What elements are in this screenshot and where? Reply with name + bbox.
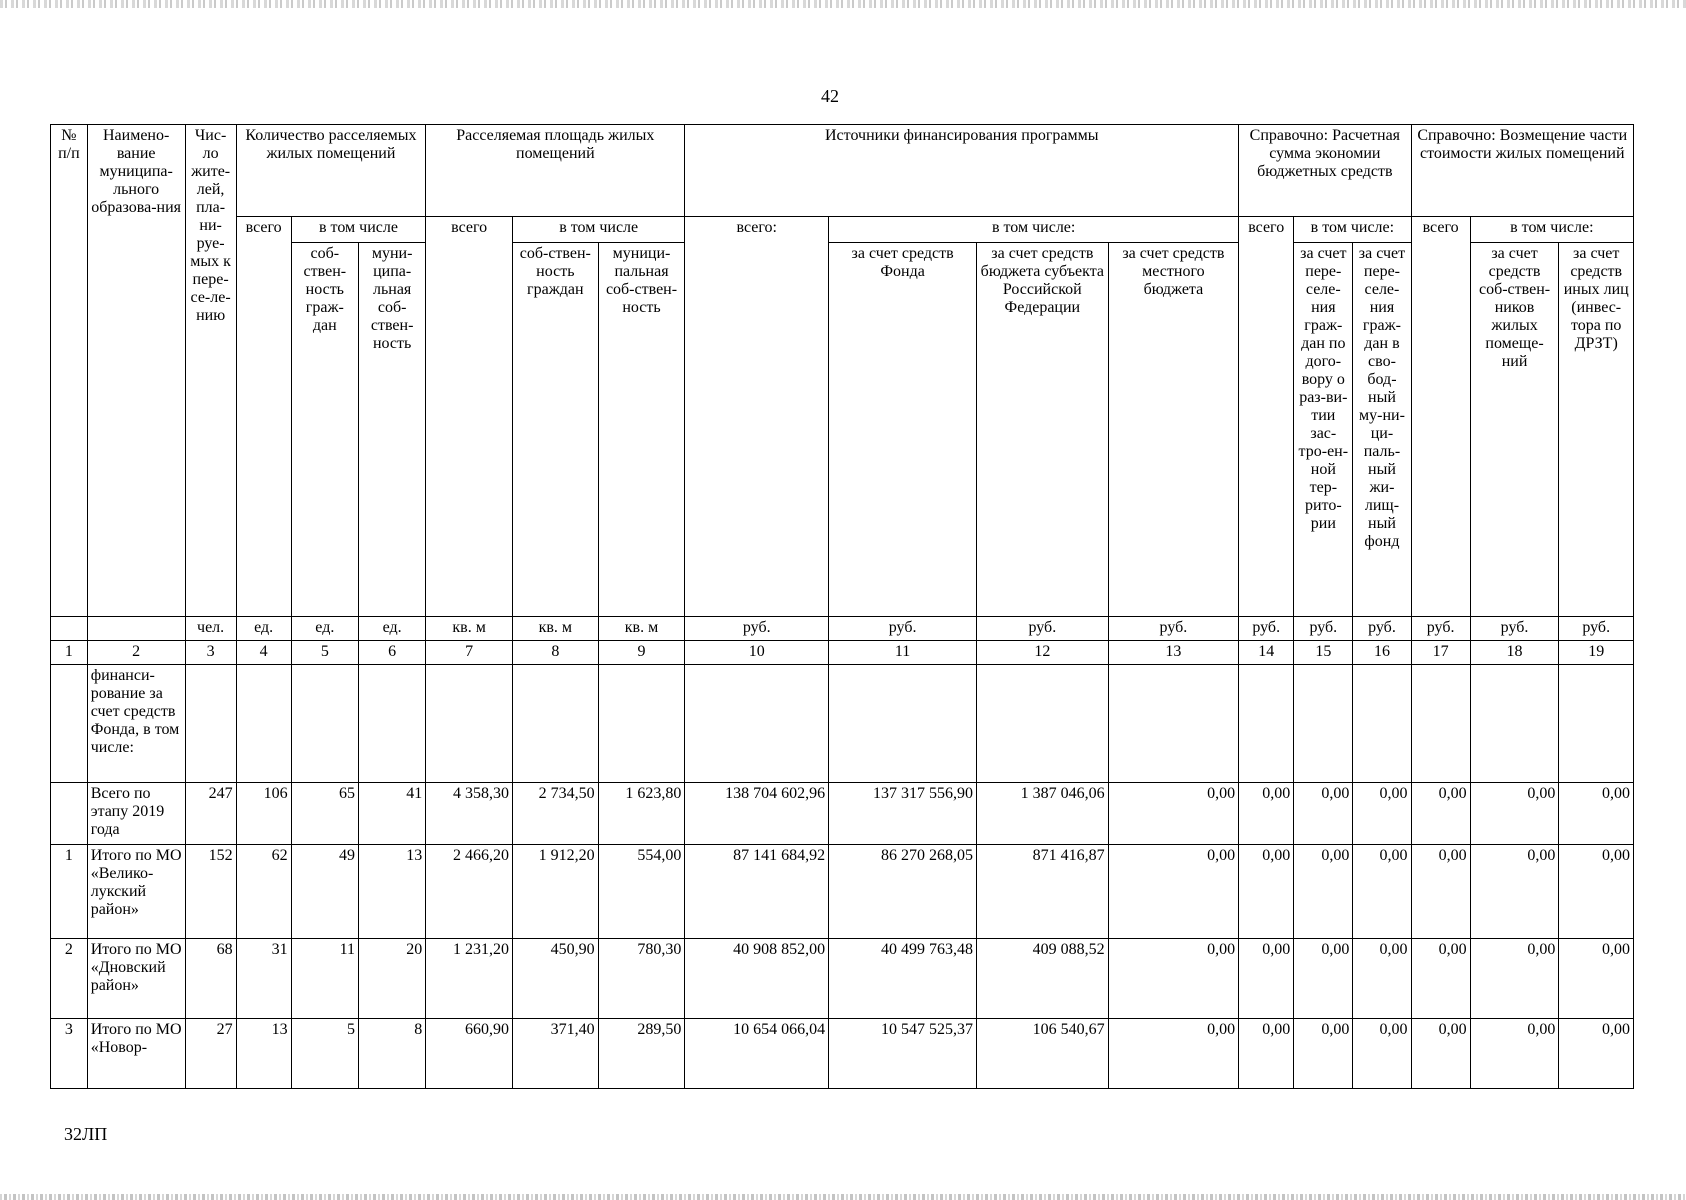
row-value-cell: 0,00	[1470, 939, 1559, 1019]
row-number: 3	[51, 1019, 88, 1089]
unit-cell: ед.	[358, 617, 425, 641]
section-empty-cell	[685, 665, 829, 783]
section-empty-cell	[1108, 665, 1239, 783]
col-number: 19	[1559, 641, 1634, 665]
unit-cell: ед.	[236, 617, 291, 641]
table-row	[51, 783, 1634, 845]
unit-cell: кв. м	[598, 617, 685, 641]
col-number: 15	[1294, 641, 1353, 665]
header-rooms-municipal: муни-ципа-льная соб-ствен-ность	[358, 243, 425, 617]
row-value-cell: 1 387 046,06	[977, 783, 1109, 845]
unit-cell: руб.	[1294, 617, 1353, 641]
table-row	[51, 939, 1634, 1019]
header-local-budget: за счет средств местного бюджета	[1108, 243, 1239, 617]
row-value-cell: 2 466,20	[426, 845, 513, 939]
section-empty-cell	[291, 665, 358, 783]
header-comp-total: всего	[1411, 217, 1470, 617]
row-value-cell: 450,90	[512, 939, 598, 1019]
row-value-cell: 0,00	[1470, 783, 1559, 845]
row-value-cell: 0,00	[1353, 939, 1411, 1019]
unit-cell: руб.	[977, 617, 1109, 641]
row-value-cell: 10 547 525,37	[829, 1019, 977, 1089]
row-value-cell: 0,00	[1239, 845, 1294, 939]
section-label: финанси-рование за счет средств Фонда, в том числе:	[87, 665, 185, 783]
row-value-cell: 0,00	[1239, 1019, 1294, 1089]
row-value-cell: 2 734,50	[512, 783, 598, 845]
unit-cell: кв. м	[426, 617, 513, 641]
row-value-cell: 0,00	[1353, 783, 1411, 845]
row-value-cell: 5	[291, 1019, 358, 1089]
section-empty-cell	[1559, 665, 1634, 783]
header-funding-group: Источники финансирования программы	[685, 125, 1239, 217]
row-value-cell: 0,00	[1470, 845, 1559, 939]
header-residents: Чис-ло жите-лей, пла-ни-руе-мых к пере-се-ле-нию	[185, 125, 236, 617]
table-row	[51, 845, 1634, 939]
row-value-cell: 1 623,80	[598, 783, 685, 845]
col-number: 11	[829, 641, 977, 665]
scan-edge-bottom	[0, 1194, 1686, 1200]
col-number: 1	[51, 641, 88, 665]
row-value-cell: 0,00	[1108, 939, 1239, 1019]
row-value-cell: 0,00	[1108, 783, 1239, 845]
units-row	[51, 617, 1634, 641]
row-value-cell: 0,00	[1559, 939, 1634, 1019]
row-value-cell: 1 912,20	[512, 845, 598, 939]
row-value-cell: 106	[236, 783, 291, 845]
row-value-cell: 31	[236, 939, 291, 1019]
header-ref-economy-group: Справочно: Расчетная сумма экономии бюджетных средств	[1239, 125, 1411, 217]
section-empty-cell	[977, 665, 1109, 783]
row-value-cell: 0,00	[1559, 845, 1634, 939]
row-value-cell: 371,40	[512, 1019, 598, 1089]
section-empty-cell	[1294, 665, 1353, 783]
row-value-cell: 0,00	[1470, 1019, 1559, 1089]
section-empty-cell	[512, 665, 598, 783]
row-value-cell: 0,00	[1411, 1019, 1470, 1089]
row-value-cell: 49	[291, 845, 358, 939]
section-empty-cell	[426, 665, 513, 783]
col-number: 17	[1411, 641, 1470, 665]
header-funding-incl: в том числе:	[829, 217, 1239, 243]
section-empty-cell	[1470, 665, 1559, 783]
row-value-cell: 0,00	[1411, 845, 1470, 939]
row-value-cell: 8	[358, 1019, 425, 1089]
row-value-cell: 40 908 852,00	[685, 939, 829, 1019]
col-number: 4	[236, 641, 291, 665]
row-name: Итого по МО «Велико-лукский район»	[87, 845, 185, 939]
header-area-group: Расселяемая площадь жилых помещений	[426, 125, 685, 217]
row-value-cell: 13	[236, 1019, 291, 1089]
row-value-cell: 0,00	[1239, 939, 1294, 1019]
section-num-empty	[51, 665, 88, 783]
units-cell-empty	[87, 617, 185, 641]
row-value-cell: 10 654 066,04	[685, 1019, 829, 1089]
header-area-total: всего	[426, 217, 513, 617]
unit-cell: руб.	[1353, 617, 1411, 641]
section-empty-cell	[1239, 665, 1294, 783]
row-value-cell: 0,00	[1294, 1019, 1353, 1089]
unit-cell: руб.	[685, 617, 829, 641]
row-value-cell: 0,00	[1411, 939, 1470, 1019]
header-ref-compensation-group: Справочно: Возмещение части стоимости жилых помещений	[1411, 125, 1633, 217]
row-value-cell: 289,50	[598, 1019, 685, 1089]
header-area-municipal: муници-пальная соб-ствен-ность	[598, 243, 685, 617]
header-funding-total: всего:	[685, 217, 829, 617]
row-number	[51, 783, 88, 845]
row-value-cell: 106 540,67	[977, 1019, 1109, 1089]
col-number: 12	[977, 641, 1109, 665]
section-empty-cell	[598, 665, 685, 783]
row-name: Всего по этапу 2019 года	[87, 783, 185, 845]
row-value-cell: 87 141 684,92	[685, 845, 829, 939]
row-value-cell: 68	[185, 939, 236, 1019]
row-value-cell: 20	[358, 939, 425, 1019]
section-empty-cell	[1353, 665, 1411, 783]
row-value-cell: 554,00	[598, 845, 685, 939]
header-rooms-private: соб-ствен-ность граж-дан	[291, 243, 358, 617]
row-value-cell: 27	[185, 1019, 236, 1089]
header-rooms-group: Количество расселяемых жилых помещений	[236, 125, 426, 217]
header-subject-budget: за счет средств бюджета субъекта Российской Федерации	[977, 243, 1109, 617]
col-number: 7	[426, 641, 513, 665]
row-value-cell: 62	[236, 845, 291, 939]
row-value-cell: 4 358,30	[426, 783, 513, 845]
unit-cell: руб.	[829, 617, 977, 641]
header-num: № п/п	[51, 125, 88, 617]
row-value-cell: 660,90	[426, 1019, 513, 1089]
row-value-cell: 152	[185, 845, 236, 939]
col-number: 8	[512, 641, 598, 665]
row-value-cell: 41	[358, 783, 425, 845]
row-value-cell: 0,00	[1294, 939, 1353, 1019]
section-row	[51, 665, 1634, 783]
row-value-cell: 0,00	[1239, 783, 1294, 845]
document-code: 32ЛП	[64, 1124, 108, 1144]
header-rooms-incl: в том числе	[291, 217, 426, 243]
header-comp-incl: в том числе:	[1470, 217, 1633, 243]
row-value-cell: 138 704 602,96	[685, 783, 829, 845]
header-row-1	[51, 125, 1634, 217]
unit-cell: руб.	[1559, 617, 1634, 641]
col-number: 18	[1470, 641, 1559, 665]
col-number: 3	[185, 641, 236, 665]
row-value-cell: 0,00	[1108, 845, 1239, 939]
header-comp-owners: за счет средств соб-ствен-ников жилых помеще-ний	[1470, 243, 1559, 617]
col-number: 16	[1353, 641, 1411, 665]
header-comp-others: за счет средств иных лиц (инвес-тора по ДРЗТ)	[1559, 243, 1634, 617]
row-value-cell: 0,00	[1353, 1019, 1411, 1089]
unit-cell: руб.	[1108, 617, 1239, 641]
row-value-cell: 0,00	[1559, 783, 1634, 845]
col-number: 9	[598, 641, 685, 665]
row-value-cell: 0,00	[1294, 783, 1353, 845]
unit-cell: руб.	[1411, 617, 1470, 641]
col-number: 5	[291, 641, 358, 665]
row-value-cell: 65	[291, 783, 358, 845]
col-number: 14	[1239, 641, 1294, 665]
row-value-cell: 0,00	[1559, 1019, 1634, 1089]
row-name: Итого по МО «Новор-	[87, 1019, 185, 1089]
col-number: 6	[358, 641, 425, 665]
column-numbers-row	[51, 641, 1634, 665]
row-value-cell: 247	[185, 783, 236, 845]
row-number: 1	[51, 845, 88, 939]
table-row	[51, 1019, 1634, 1089]
header-municipality-name: Наимено-вание муниципа-льного образова-ния	[87, 125, 185, 617]
section-empty-cell	[185, 665, 236, 783]
unit-cell: ед.	[291, 617, 358, 641]
row-value-cell: 137 317 556,90	[829, 783, 977, 845]
section-empty-cell	[236, 665, 291, 783]
row-value-cell: 409 088,52	[977, 939, 1109, 1019]
col-number: 2	[87, 641, 185, 665]
row-value-cell: 0,00	[1108, 1019, 1239, 1089]
unit-cell: руб.	[1239, 617, 1294, 641]
unit-cell: чел.	[185, 617, 236, 641]
section-empty-cell	[1411, 665, 1470, 783]
unit-cell: руб.	[1470, 617, 1559, 641]
section-empty-cell	[358, 665, 425, 783]
row-value-cell: 40 499 763,48	[829, 939, 977, 1019]
row-name: Итого по МО «Дновский район»	[87, 939, 185, 1019]
header-economy-total: всего	[1239, 217, 1294, 617]
header-row-2	[51, 217, 1634, 243]
row-value-cell: 1 231,20	[426, 939, 513, 1019]
header-economy-development: за счет пере-селе-ния граж-дан по дого-вору о раз-ви-тии зас-тро-ен-ной тер-рито-рии	[1294, 243, 1353, 617]
header-area-private: соб-ствен-ность граждан	[512, 243, 598, 617]
page-number: 42	[821, 86, 839, 106]
unit-cell: кв. м	[512, 617, 598, 641]
row-value-cell: 0,00	[1411, 783, 1470, 845]
col-number: 10	[685, 641, 829, 665]
data-rows	[51, 783, 1634, 1089]
col-number: 13	[1108, 641, 1239, 665]
header-rooms-total: всего	[236, 217, 291, 617]
row-number: 2	[51, 939, 88, 1019]
row-value-cell: 0,00	[1353, 845, 1411, 939]
row-value-cell: 11	[291, 939, 358, 1019]
scan-edge-top	[0, 0, 1686, 8]
row-value-cell: 0,00	[1294, 845, 1353, 939]
section-empty-cell	[829, 665, 977, 783]
row-value-cell: 13	[358, 845, 425, 939]
row-value-cell: 86 270 268,05	[829, 845, 977, 939]
header-economy-incl: в том числе:	[1294, 217, 1411, 243]
row-value-cell: 780,30	[598, 939, 685, 1019]
header-area-incl: в том числе	[512, 217, 684, 243]
financing-table	[50, 124, 1634, 1089]
header-economy-municipal-fund: за счет пере-селе-ния граж-дан в сво-бод-ный му-ни-ци-паль-ный жи-лищ-ный фонд	[1353, 243, 1411, 617]
units-cell-empty	[51, 617, 88, 641]
row-value-cell: 871 416,87	[977, 845, 1109, 939]
header-fund: за счет средств Фонда	[829, 243, 977, 617]
